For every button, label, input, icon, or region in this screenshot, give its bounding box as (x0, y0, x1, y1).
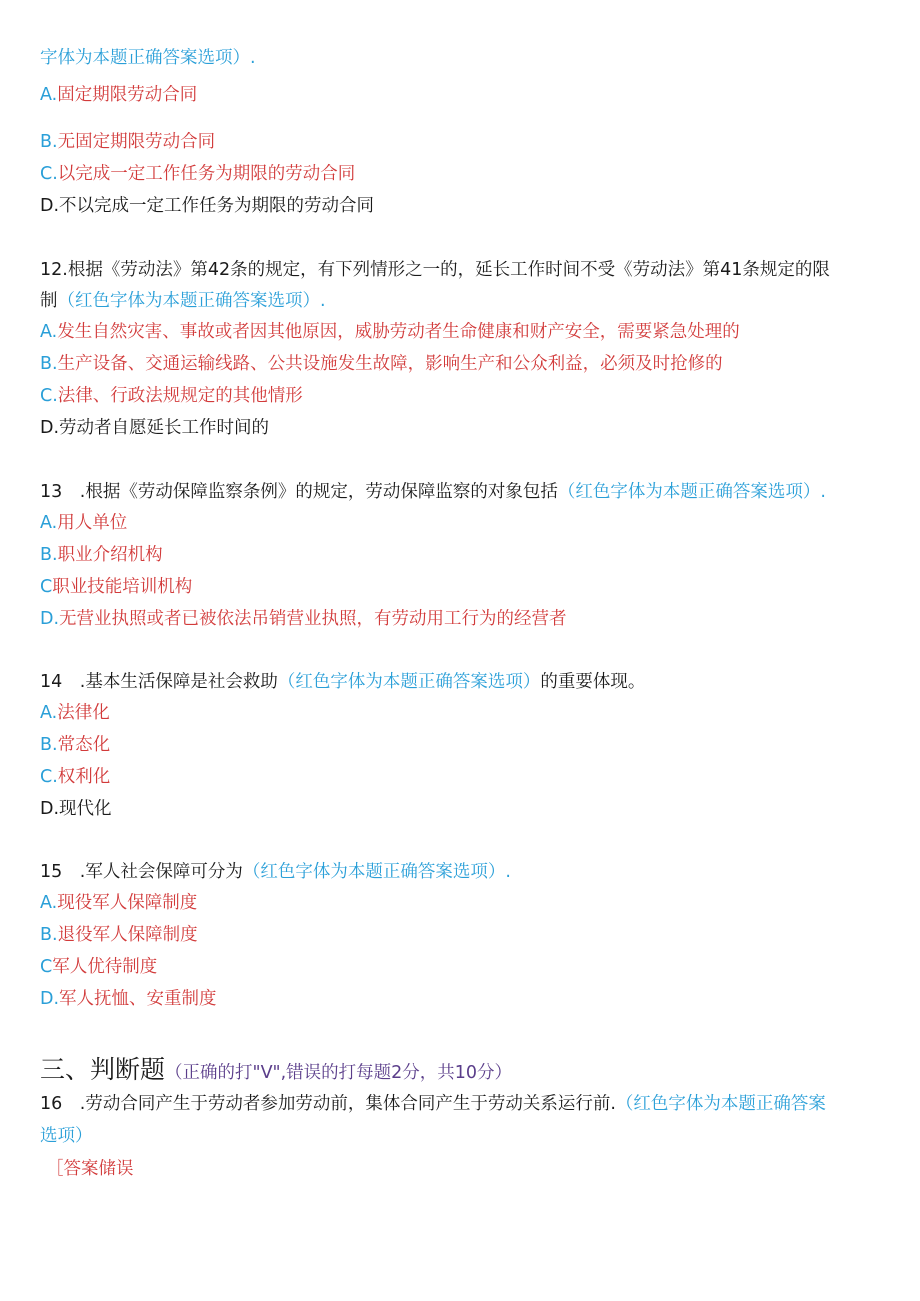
q12-option-d (40, 416, 269, 440)
q13-option-c (40, 575, 192, 599)
option-letter: D. (40, 609, 60, 629)
option-text: 法律化 (57, 703, 110, 723)
option-text: 用人单位 (57, 513, 128, 533)
option-letter: A. (40, 703, 58, 723)
q11-stem-continuation: 字体为本题正确答案选项）. (40, 48, 256, 68)
q13-option-b (40, 543, 163, 567)
stem-text: 15 .军人社会保障可分为 (40, 862, 243, 882)
option-letter: A. (40, 513, 58, 533)
answer-hint: （红色字体为本题正确答案 (615, 1094, 826, 1114)
option-text: 不以完成一定工作任务为期限的劳动合同 (59, 196, 375, 216)
option-text: 现代化 (59, 799, 112, 819)
q11-option-a (40, 83, 197, 107)
option-text: 现役军人保障制度 (57, 893, 198, 913)
option-text: 法律、行政法规规定的其他情形 (57, 386, 303, 406)
stem-text: 13 .根据《劳动保障监察条例》的规定，劳动保障监察的对象包括 (40, 482, 558, 502)
q15-option-d (40, 987, 217, 1011)
option-text: 权利化 (57, 767, 111, 787)
q14-option-b (40, 733, 110, 757)
stem-tail: 的重要体现。 (540, 672, 646, 692)
option-text: 无营业执照或者已被依法吊销营业执照，有劳动用工行为的经营者 (59, 609, 567, 629)
q14-option-d (40, 797, 112, 821)
option-text: 职业技能培训机构 (52, 577, 193, 597)
section-note: （正确的打"V",错误的打每题2分，共10分） (165, 1063, 513, 1083)
option-letter: D. (40, 418, 60, 438)
q16-hint-continuation: 选项） (40, 1126, 93, 1146)
option-text: 军人抚恤、安重制度 (59, 989, 217, 1009)
q14-stem (40, 670, 645, 694)
answer-hint: （红色字体为本题正确答案选项） (277, 672, 541, 692)
option-text: 职业介绍机构 (57, 545, 163, 565)
option-letter: D. (40, 989, 60, 1009)
q13-stem (40, 480, 826, 504)
q16-answer: ［答案储误 (46, 1159, 134, 1179)
q11-option-d (40, 194, 374, 218)
stem-text: 制 (40, 291, 58, 311)
option-text: 无固定期限劳动合同 (57, 132, 216, 152)
q15-option-a (40, 891, 197, 915)
answer-hint: （红色字体为本题正确答案选项）. (557, 482, 826, 502)
option-letter: B. (40, 354, 58, 374)
option-letter: B. (40, 925, 58, 945)
option-letter: A. (40, 893, 58, 913)
option-text: 发生自然灾害、事故或者因其他原因，威胁劳动者生命健康和财产安全，需要紧急处理的 (57, 322, 740, 342)
section-heading (40, 1054, 512, 1086)
option-text: 军人优待制度 (52, 957, 158, 977)
option-letter: B. (40, 132, 58, 152)
q11-option-c (40, 162, 355, 186)
answer-hint: （红色字体为本题正确答案选项）. (57, 291, 326, 311)
option-letter: C (40, 957, 53, 977)
q12-option-a (40, 320, 740, 344)
option-letter: C. (40, 386, 58, 406)
q15-stem (40, 860, 511, 884)
option-letter: B. (40, 545, 58, 565)
option-letter: C. (40, 164, 58, 184)
q13-option-d (40, 607, 567, 631)
q16-stem (40, 1092, 826, 1116)
option-text: 以完成一定工作任务为期限的劳动合同 (57, 164, 356, 184)
q13-option-a (40, 511, 127, 535)
q14-option-c (40, 765, 110, 789)
q12-stem-line1: 12.根据《劳动法》第42条的规定，有下列情形之一的，延长工作时间不受《劳动法》第41条规定的限 (40, 260, 830, 280)
option-text: 固定期限劳动合同 (57, 85, 198, 105)
q12-option-b (40, 352, 723, 376)
option-letter: D. (40, 196, 60, 216)
q12-stem-line2 (40, 289, 326, 313)
option-letter: D. (40, 799, 60, 819)
option-letter: C (40, 577, 53, 597)
option-letter: A. (40, 85, 58, 105)
q15-option-c (40, 955, 157, 979)
stem-text: 14 .基本生活保障是社会救助 (40, 672, 278, 692)
answer-hint: （红色字体为本题正确答案选项）. (242, 862, 511, 882)
section-title: 三、判断题 (40, 1055, 166, 1084)
q15-option-b (40, 923, 198, 947)
q11-option-b (40, 130, 215, 154)
option-letter: A. (40, 322, 58, 342)
option-text: 退役军人保障制度 (57, 925, 198, 945)
option-text: 常态化 (57, 735, 111, 755)
option-text: 劳动者自愿延长工作时间的 (59, 418, 270, 438)
q12-option-c (40, 384, 303, 408)
stem-text: 16 .劳动合同产生于劳动者参加劳动前，集体合同产生于劳动关系运行前. (40, 1094, 616, 1114)
q14-option-a (40, 701, 110, 725)
option-letter: B. (40, 735, 58, 755)
option-text: 生产设备、交通运输线路、公共设施发生故障，影响生产和公众利益，必须及时抢修的 (57, 354, 723, 374)
option-letter: C. (40, 767, 58, 787)
